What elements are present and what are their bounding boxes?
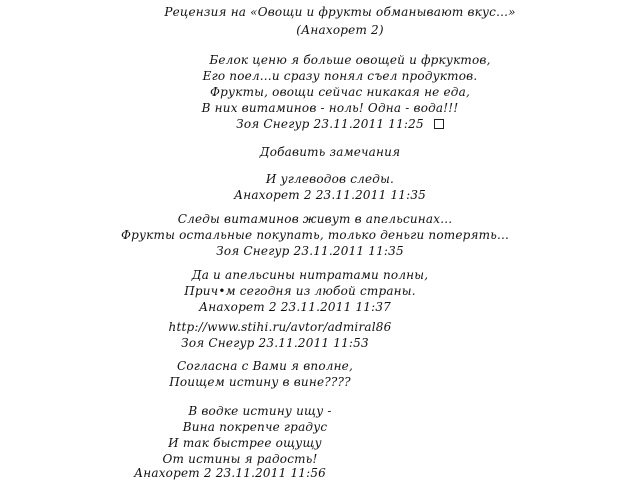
checkbox-icon[interactable] bbox=[434, 119, 444, 129]
comment-line: Прич•м сегодня из любой страны. bbox=[184, 284, 416, 298]
review-line: Его поел...и сразу понял съел продуктов. bbox=[202, 69, 478, 83]
comment-line: От истины я радость! bbox=[162, 452, 318, 466]
comment-signature: Зоя Снегур 23.11.2011 11:53 bbox=[181, 336, 369, 350]
comment-line: И так быстрее ощущу bbox=[168, 436, 322, 450]
review-line: В них витаминов - ноль! Одна - вода!!! bbox=[201, 101, 459, 115]
comment-line: Фрукты остальные покупать, только деньги потерять... bbox=[120, 228, 510, 242]
comment-signature: Анахорет 2 23.11.2011 11:35 bbox=[233, 188, 427, 202]
page-title: Рецензия на «Овощи и фрукты обманывают вкус...» bbox=[164, 5, 516, 19]
author-link[interactable]: http://www.stihi.ru/avtor/admiral86 bbox=[168, 320, 392, 334]
comment-signature: Зоя Снегур 23.11.2011 11:35 bbox=[216, 244, 404, 258]
review-signature-row bbox=[20, 117, 640, 131]
comment-line: И углеводов следы. bbox=[265, 172, 395, 186]
review-line: Фрукты, овощи сейчас никакая не еда, bbox=[210, 85, 470, 99]
comment-line: Согласна с Вами я вполне, bbox=[176, 359, 354, 373]
comment-signature: Анахорет 2 23.11.2011 11:56 bbox=[133, 466, 327, 480]
review-signature: Зоя Снегур 23.11.2011 11:25 bbox=[236, 117, 424, 131]
add-comment-link[interactable]: Добавить замечания bbox=[259, 145, 401, 159]
comment-line: Следы витаминов живут в апельсинах... bbox=[177, 212, 453, 226]
comment-signature: Анахорет 2 23.11.2011 11:37 bbox=[198, 300, 392, 314]
comment-line: В водке истину ищу - bbox=[188, 404, 332, 418]
page-title-author: (Анахорет 2) bbox=[296, 23, 384, 37]
comment-line: Да и апельсины нитратами полны, bbox=[191, 268, 429, 282]
comment-line: Поищем истину в вине???? bbox=[169, 375, 351, 389]
comment-line: Вина покрепче градус bbox=[182, 420, 328, 434]
review-line: Белок ценю я больше овощей и фркуктов, bbox=[209, 53, 491, 67]
